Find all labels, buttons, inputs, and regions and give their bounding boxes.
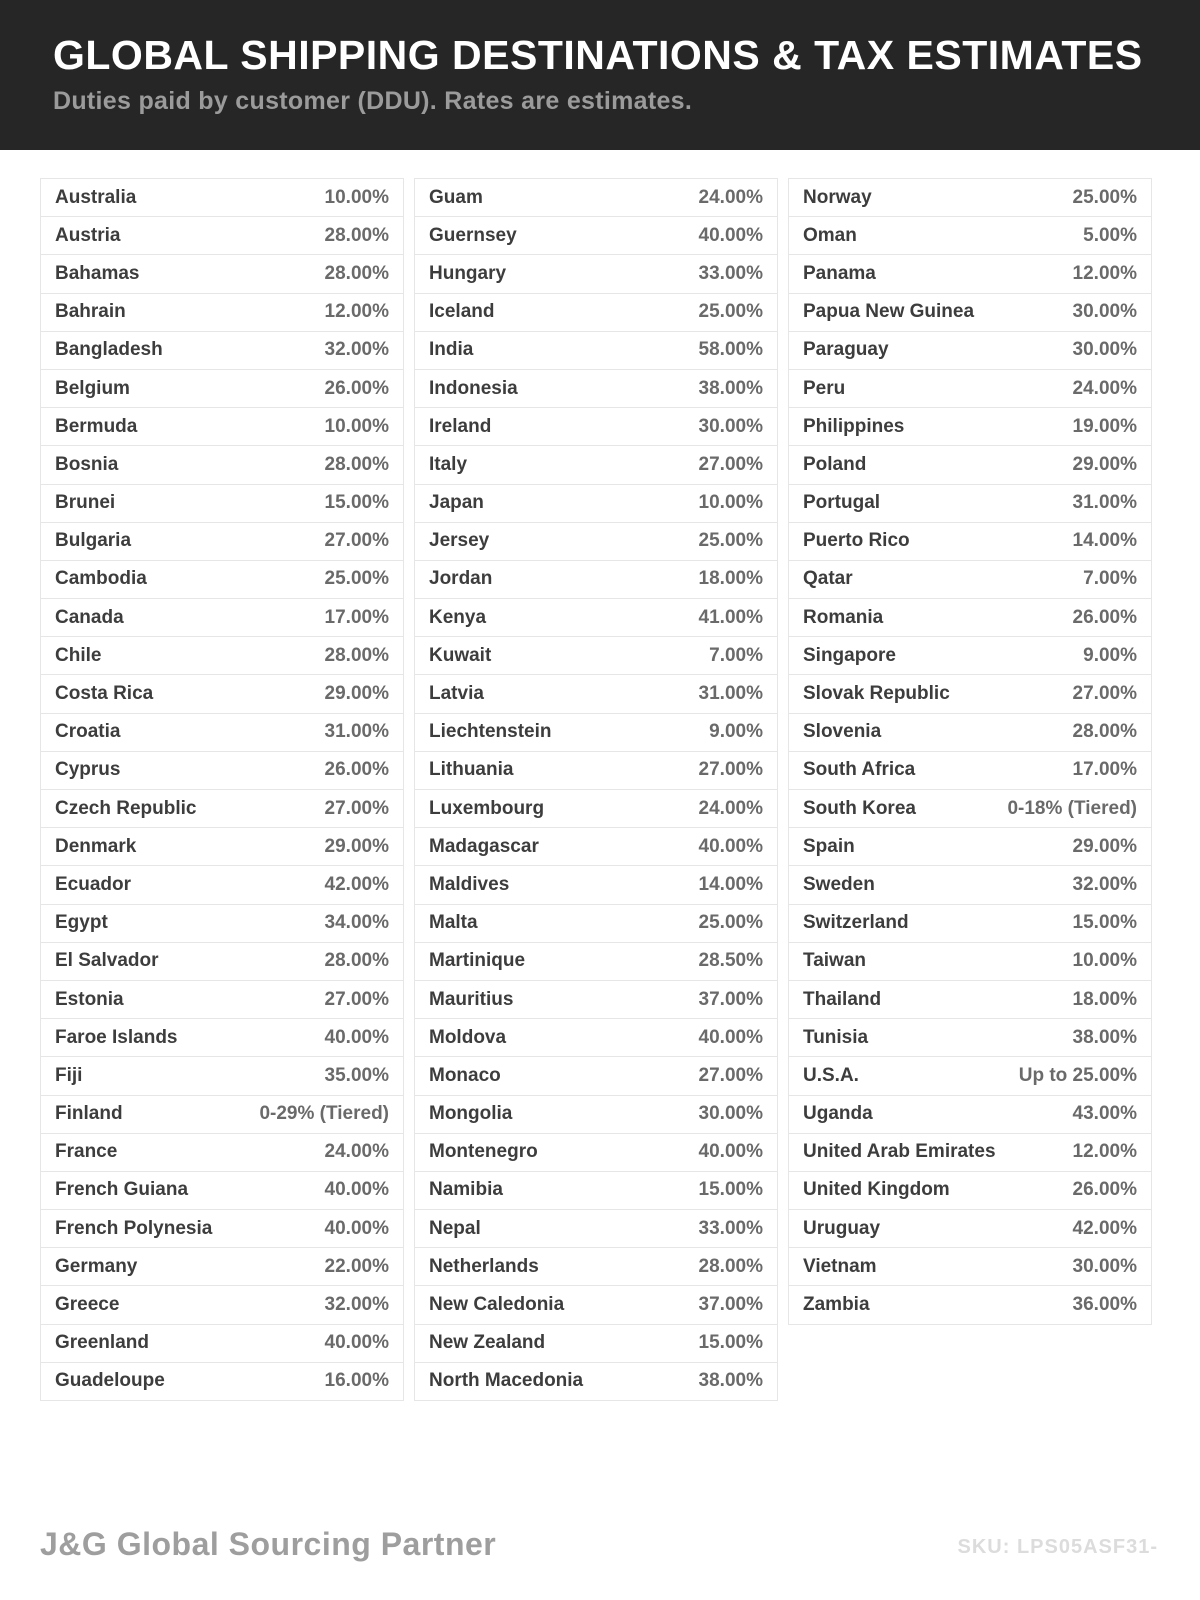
country-name: Switzerland: [803, 912, 909, 934]
tax-rate-value: 14.00%: [1072, 530, 1137, 552]
country-name: French Polynesia: [55, 1217, 213, 1239]
tax-rate-value: 24.00%: [1072, 377, 1137, 399]
tax-rate-value: 31.00%: [698, 683, 763, 705]
table-row: [415, 332, 777, 370]
tax-rate-value: 10.00%: [698, 492, 763, 514]
table-row: [789, 332, 1151, 370]
tax-rate-value: 24.00%: [698, 186, 763, 208]
country-name: Montenegro: [429, 1141, 538, 1163]
country-name: Netherlands: [429, 1255, 539, 1277]
table-row: [41, 981, 403, 1019]
country-name: Bahamas: [55, 262, 140, 284]
country-name: Mauritius: [429, 988, 514, 1010]
tax-rate-value: 26.00%: [324, 759, 389, 781]
table-row: [41, 255, 403, 293]
country-name: Slovenia: [803, 721, 882, 743]
tax-rate-value: 36.00%: [1072, 1294, 1137, 1316]
table-row: [789, 1134, 1151, 1172]
table-row: [415, 1134, 777, 1172]
country-name: Australia: [55, 186, 137, 208]
tax-rate-value: 28.00%: [324, 262, 389, 284]
table-row: [789, 485, 1151, 523]
table-row: [789, 1172, 1151, 1210]
table-row: [415, 1325, 777, 1363]
tax-rate-value: 7.00%: [1083, 568, 1137, 590]
tax-rate-value: 42.00%: [1072, 1217, 1137, 1239]
tax-rate-value: 10.00%: [1072, 950, 1137, 972]
country-name: Papua New Guinea: [803, 301, 975, 323]
country-name: Jersey: [429, 530, 490, 552]
table-row: [41, 1286, 403, 1324]
country-name: Lithuania: [429, 759, 514, 781]
table-row: [41, 179, 403, 217]
country-name: Tunisia: [803, 1026, 869, 1048]
tax-rate-value: 40.00%: [324, 1217, 389, 1239]
country-name: Taiwan: [803, 950, 866, 972]
table-row: [415, 255, 777, 293]
country-name: Hungary: [429, 262, 507, 284]
tax-rate-value: 42.00%: [324, 873, 389, 895]
country-name: Qatar: [803, 568, 853, 590]
country-name: French Guiana: [55, 1179, 189, 1201]
tax-rate-value: 30.00%: [698, 415, 763, 437]
table-row: [789, 905, 1151, 943]
table-row: [41, 1019, 403, 1057]
table-row: [415, 1057, 777, 1095]
table-row: [41, 332, 403, 370]
tax-rate-value: 35.00%: [324, 1064, 389, 1086]
table-row: [789, 1096, 1151, 1134]
table-row: [415, 179, 777, 217]
tax-rate-value: 37.00%: [698, 1294, 763, 1316]
table-row: [415, 408, 777, 446]
tax-rate-value: 40.00%: [698, 835, 763, 857]
country-name: Faroe Islands: [55, 1026, 178, 1048]
country-name: Japan: [429, 492, 484, 514]
country-name: Madagascar: [429, 835, 539, 857]
page-subtitle: Duties paid by customer (DDU). Rates are estimates.: [53, 87, 693, 116]
tax-rate-value: 32.00%: [324, 1294, 389, 1316]
country-name: Canada: [55, 606, 124, 628]
country-name: Sweden: [803, 873, 875, 895]
table-row: [789, 714, 1151, 752]
tax-rate-value: 25.00%: [698, 530, 763, 552]
country-name: Bahrain: [55, 301, 126, 323]
country-name: Bangladesh: [55, 339, 163, 361]
country-name: Slovak Republic: [803, 683, 950, 705]
country-name: Thailand: [803, 988, 882, 1010]
table-row: [41, 1248, 403, 1286]
tax-rate-value: 15.00%: [698, 1179, 763, 1201]
country-name: Cambodia: [55, 568, 147, 590]
table-row: [41, 675, 403, 713]
tax-rate-value: 18.00%: [1072, 988, 1137, 1010]
table-row: [41, 408, 403, 446]
tax-rate-value: 40.00%: [324, 1026, 389, 1048]
table-row: [41, 485, 403, 523]
tax-rate-value: 22.00%: [324, 1255, 389, 1277]
table-row: [789, 866, 1151, 904]
table-row: [415, 828, 777, 866]
country-name: Monaco: [429, 1064, 501, 1086]
country-name: Iceland: [429, 301, 495, 323]
table-row: [41, 1325, 403, 1363]
table-row: [789, 408, 1151, 446]
page-title: GLOBAL SHIPPING DESTINATIONS & TAX ESTIMATES: [53, 32, 1143, 78]
country-name: Uruguay: [803, 1217, 881, 1239]
tax-rate-value: 25.00%: [698, 301, 763, 323]
tax-rate-value: 12.00%: [324, 301, 389, 323]
table-row: [789, 1248, 1151, 1286]
country-name: New Caledonia: [429, 1294, 565, 1316]
table-row: [41, 523, 403, 561]
tax-rate-value: 10.00%: [324, 186, 389, 208]
tax-table: [40, 178, 1160, 1401]
table-row: [41, 905, 403, 943]
country-name: Nepal: [429, 1217, 481, 1239]
table-row: [415, 905, 777, 943]
table-row: [415, 523, 777, 561]
tax-rate-value: 28.00%: [698, 1255, 763, 1277]
country-name: South Africa: [803, 759, 916, 781]
tax-rate-value: 27.00%: [698, 759, 763, 781]
table-row: [789, 446, 1151, 484]
country-name: Guadeloupe: [55, 1370, 165, 1392]
table-row: [415, 790, 777, 828]
country-name: Costa Rica: [55, 683, 154, 705]
tax-rate-value: 16.00%: [324, 1370, 389, 1392]
table-row: [789, 255, 1151, 293]
country-name: Luxembourg: [429, 797, 545, 819]
table-row: [789, 523, 1151, 561]
table-row: [789, 294, 1151, 332]
country-name: India: [429, 339, 474, 361]
table-row: [41, 943, 403, 981]
table-row: [415, 714, 777, 752]
country-name: Brunei: [55, 492, 116, 514]
country-name: Philippines: [803, 415, 905, 437]
table-row: [41, 1057, 403, 1095]
tax-rate-value: 27.00%: [1072, 683, 1137, 705]
tax-table-column-2: [414, 178, 778, 1401]
table-row: [789, 179, 1151, 217]
tax-rate-value: 5.00%: [1083, 224, 1137, 246]
tax-rate-value: 12.00%: [1072, 262, 1137, 284]
country-name: Kenya: [429, 606, 487, 628]
country-name: Oman: [803, 224, 857, 246]
tax-rate-value: 28.00%: [324, 453, 389, 475]
tax-rate-value: 0-18% (Tiered): [1007, 797, 1137, 819]
table-row: [789, 217, 1151, 255]
country-name: Italy: [429, 453, 468, 475]
table-row: [41, 637, 403, 675]
country-name: Austria: [55, 224, 121, 246]
tax-rate-value: 38.00%: [1072, 1026, 1137, 1048]
table-row: [789, 1210, 1151, 1248]
country-name: Finland: [55, 1103, 123, 1125]
tax-rate-value: 33.00%: [698, 262, 763, 284]
table-row: [415, 1363, 777, 1401]
tax-rate-value: 10.00%: [324, 415, 389, 437]
table-row: [41, 866, 403, 904]
tax-rate-value: 38.00%: [698, 1370, 763, 1392]
country-name: Latvia: [429, 683, 484, 705]
tax-rate-value: 29.00%: [1072, 835, 1137, 857]
country-name: North Macedonia: [429, 1370, 584, 1392]
table-row: [415, 637, 777, 675]
tax-rate-value: 30.00%: [1072, 301, 1137, 323]
tax-rate-value: 43.00%: [1072, 1103, 1137, 1125]
tax-rate-value: 27.00%: [698, 453, 763, 475]
country-name: Cyprus: [55, 759, 121, 781]
table-row: [415, 1172, 777, 1210]
tax-rate-value: 25.00%: [698, 912, 763, 934]
tax-rate-value: 30.00%: [1072, 339, 1137, 361]
country-name: Bermuda: [55, 415, 138, 437]
tax-rate-value: 29.00%: [324, 835, 389, 857]
country-name: Greece: [55, 1294, 120, 1316]
tax-rate-value: 40.00%: [698, 1026, 763, 1048]
country-name: Ecuador: [55, 873, 132, 895]
tax-rate-value: 26.00%: [324, 377, 389, 399]
tax-rate-value: Up to 25.00%: [1018, 1064, 1137, 1086]
tax-rate-value: 37.00%: [698, 988, 763, 1010]
table-row: [789, 561, 1151, 599]
tax-rate-value: 25.00%: [324, 568, 389, 590]
tax-rate-value: 32.00%: [1072, 873, 1137, 895]
tax-rate-value: 15.00%: [1072, 912, 1137, 934]
table-row: [41, 446, 403, 484]
country-name: New Zealand: [429, 1332, 546, 1354]
table-row: [41, 1172, 403, 1210]
tax-rate-value: 40.00%: [698, 224, 763, 246]
tax-rate-value: 27.00%: [698, 1064, 763, 1086]
country-name: Bulgaria: [55, 530, 132, 552]
table-row: [41, 1134, 403, 1172]
country-name: Belgium: [55, 377, 130, 399]
table-row: [789, 790, 1151, 828]
country-name: Poland: [803, 453, 867, 475]
table-row: [415, 485, 777, 523]
country-name: Ireland: [429, 415, 492, 437]
country-name: U.S.A.: [803, 1064, 859, 1086]
country-name: Egypt: [55, 912, 108, 934]
tax-rate-value: 40.00%: [324, 1179, 389, 1201]
tax-table-column-1: [40, 178, 404, 1401]
country-name: Peru: [803, 377, 846, 399]
tax-rate-value: 58.00%: [698, 339, 763, 361]
table-row: [415, 675, 777, 713]
country-name: Mongolia: [429, 1103, 513, 1125]
country-name: Vietnam: [803, 1255, 877, 1277]
table-row: [415, 752, 777, 790]
country-name: Guernsey: [429, 224, 517, 246]
sku-label: SKU: LPS05ASF31-: [957, 1536, 1158, 1558]
tax-rate-value: 30.00%: [698, 1103, 763, 1125]
table-row: [415, 370, 777, 408]
tax-rate-value: 29.00%: [324, 683, 389, 705]
table-row: [41, 752, 403, 790]
tax-rate-value: 31.00%: [324, 721, 389, 743]
tax-rate-value: 9.00%: [709, 721, 763, 743]
country-name: Jordan: [429, 568, 493, 590]
table-row: [41, 294, 403, 332]
tax-rate-value: 32.00%: [324, 339, 389, 361]
country-name: United Kingdom: [803, 1179, 950, 1201]
tax-rate-value: 19.00%: [1072, 415, 1137, 437]
table-row: [41, 217, 403, 255]
table-row: [789, 752, 1151, 790]
tax-rate-value: 26.00%: [1072, 1179, 1137, 1201]
country-name: Panama: [803, 262, 876, 284]
table-row: [41, 599, 403, 637]
tax-rate-value: 26.00%: [1072, 606, 1137, 628]
country-name: Singapore: [803, 644, 896, 666]
table-row: [789, 1019, 1151, 1057]
table-row: [415, 981, 777, 1019]
tax-rate-value: 15.00%: [324, 492, 389, 514]
table-row: [415, 294, 777, 332]
country-name: Paraguay: [803, 339, 889, 361]
tax-rate-value: 17.00%: [1072, 759, 1137, 781]
country-name: Spain: [803, 835, 855, 857]
table-row: [41, 828, 403, 866]
tax-table-column-3: [788, 178, 1152, 1325]
country-name: Guam: [429, 186, 483, 208]
table-row: [415, 1096, 777, 1134]
country-name: Maldives: [429, 873, 510, 895]
table-row: [789, 675, 1151, 713]
tax-rate-value: 9.00%: [1083, 644, 1137, 666]
tax-rate-value: 34.00%: [324, 912, 389, 934]
country-name: South Korea: [803, 797, 916, 819]
country-name: Estonia: [55, 988, 124, 1010]
table-row: [41, 561, 403, 599]
page-header: [0, 0, 1200, 150]
table-row: [41, 370, 403, 408]
table-row: [789, 943, 1151, 981]
country-name: Zambia: [803, 1294, 870, 1316]
tax-rate-value: 29.00%: [1072, 453, 1137, 475]
table-row: [789, 981, 1151, 1019]
country-name: El Salvador: [55, 950, 159, 972]
table-row: [789, 1057, 1151, 1095]
country-name: Croatia: [55, 721, 121, 743]
tax-rate-value: 28.00%: [324, 950, 389, 972]
table-row: [415, 561, 777, 599]
country-name: Bosnia: [55, 453, 119, 475]
country-name: Chile: [55, 644, 102, 666]
tax-rate-value: 17.00%: [324, 606, 389, 628]
country-name: Namibia: [429, 1179, 503, 1201]
table-row: [41, 1096, 403, 1134]
tax-rate-value: 31.00%: [1072, 492, 1137, 514]
table-row: [415, 1248, 777, 1286]
country-name: Uganda: [803, 1103, 873, 1125]
tax-rate-value: 40.00%: [698, 1141, 763, 1163]
table-row: [789, 637, 1151, 675]
table-row: [789, 370, 1151, 408]
tax-rate-value: 14.00%: [698, 873, 763, 895]
tax-rate-value: 18.00%: [698, 568, 763, 590]
tax-rate-value: 38.00%: [698, 377, 763, 399]
table-row: [415, 866, 777, 904]
tax-rate-value: 30.00%: [1072, 1255, 1137, 1277]
tax-rate-value: 28.00%: [324, 644, 389, 666]
table-row: [41, 714, 403, 752]
table-row: [41, 790, 403, 828]
table-row: [415, 1019, 777, 1057]
tax-rate-value: 0-29% (Tiered): [259, 1103, 389, 1125]
country-name: Martinique: [429, 950, 526, 972]
tax-rate-value: 24.00%: [698, 797, 763, 819]
table-row: [41, 1210, 403, 1248]
tax-rate-value: 27.00%: [324, 797, 389, 819]
country-name: Germany: [55, 1255, 138, 1277]
country-name: Greenland: [55, 1332, 149, 1354]
table-row: [789, 1286, 1151, 1324]
tax-rate-value: 12.00%: [1072, 1141, 1137, 1163]
country-name: Fiji: [55, 1064, 83, 1086]
table-row: [415, 599, 777, 637]
country-name: Kuwait: [429, 644, 492, 666]
tax-rate-value: 27.00%: [324, 530, 389, 552]
table-row: [415, 217, 777, 255]
tax-rate-value: 24.00%: [324, 1141, 389, 1163]
tax-rate-value: 7.00%: [709, 644, 763, 666]
table-row: [789, 599, 1151, 637]
tax-rate-value: 28.00%: [1072, 721, 1137, 743]
country-name: Puerto Rico: [803, 530, 910, 552]
tax-rate-value: 15.00%: [698, 1332, 763, 1354]
tax-rate-value: 41.00%: [698, 606, 763, 628]
brand-name: J&G Global Sourcing Partner: [40, 1526, 497, 1562]
country-name: Moldova: [429, 1026, 507, 1048]
country-name: Czech Republic: [55, 797, 197, 819]
table-row: [789, 828, 1151, 866]
tax-rate-value: 28.50%: [698, 950, 763, 972]
tax-rate-value: 28.00%: [324, 224, 389, 246]
country-name: Denmark: [55, 835, 137, 857]
table-row: [415, 1286, 777, 1324]
tax-rate-value: 33.00%: [698, 1217, 763, 1239]
tax-rate-value: 40.00%: [324, 1332, 389, 1354]
country-name: Malta: [429, 912, 478, 934]
table-row: [41, 1363, 403, 1401]
country-name: Norway: [803, 186, 872, 208]
table-row: [415, 1210, 777, 1248]
country-name: Portugal: [803, 492, 881, 514]
table-row: [415, 943, 777, 981]
table-row: [415, 446, 777, 484]
country-name: United Arab Emirates: [803, 1141, 996, 1163]
country-name: France: [55, 1141, 118, 1163]
country-name: Indonesia: [429, 377, 518, 399]
tax-rate-value: 27.00%: [324, 988, 389, 1010]
country-name: Liechtenstein: [429, 721, 552, 743]
country-name: Romania: [803, 606, 884, 628]
tax-rate-value: 25.00%: [1072, 186, 1137, 208]
